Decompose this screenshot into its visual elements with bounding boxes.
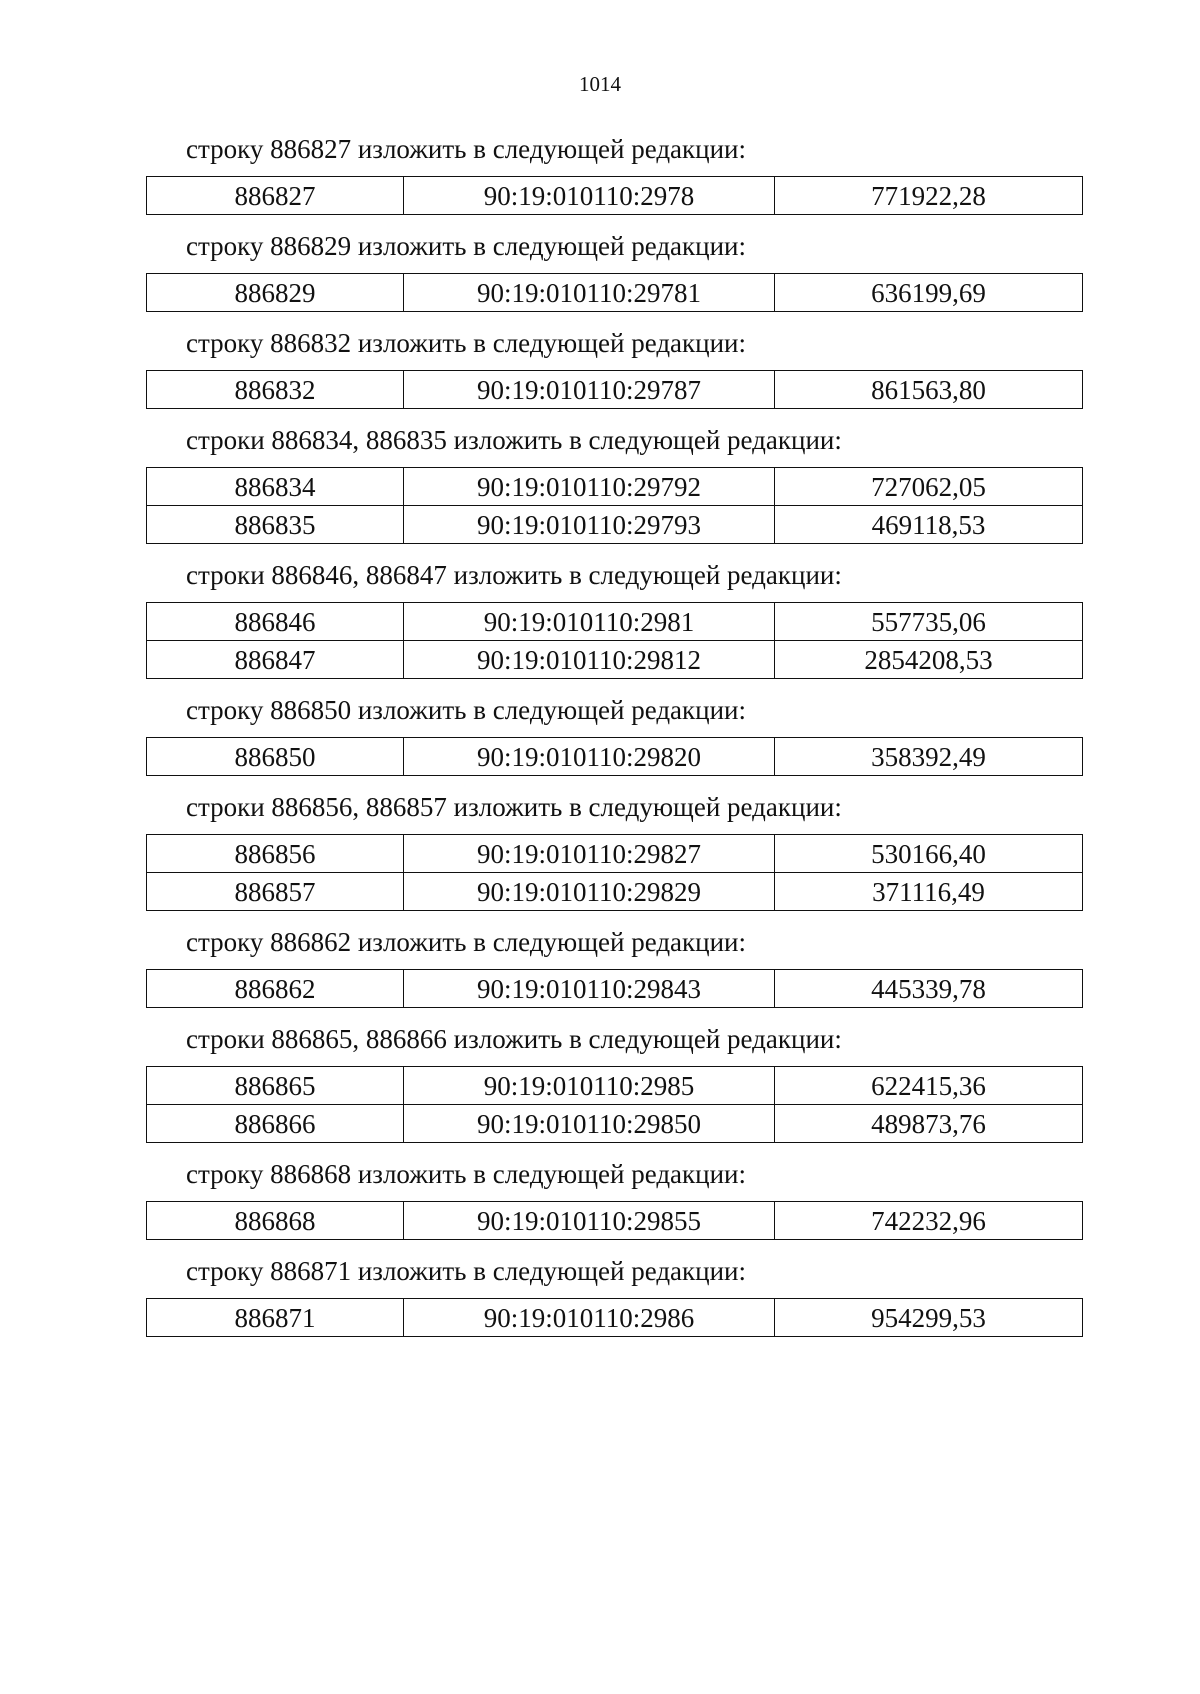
amendment-table: [146, 834, 1083, 911]
amendment-table: [146, 370, 1083, 409]
row-id-cell: 886832: [147, 371, 404, 409]
row-id-cell: 886835: [147, 506, 404, 544]
cadastral-number-cell: 90:19:010110:29787: [404, 371, 775, 409]
amendment-table: [146, 969, 1083, 1008]
row-id-cell: 886847: [147, 641, 404, 679]
cadastral-number-cell: 90:19:010110:29820: [404, 738, 775, 776]
cadastral-number-cell: 90:19:010110:29843: [404, 970, 775, 1008]
table-row: [147, 873, 1083, 911]
section-heading: строку 886868 изложить в следующей редакции:: [186, 1159, 747, 1189]
table-row: [147, 738, 1083, 776]
amendment-table: [146, 273, 1083, 312]
cadastral-number-cell: 90:19:010110:29793: [404, 506, 775, 544]
table-row: [147, 177, 1083, 215]
row-id-cell: 886862: [147, 970, 404, 1008]
table-row: [147, 1067, 1083, 1105]
value-cell: 2854208,53: [775, 641, 1083, 679]
row-id-cell: 886846: [147, 603, 404, 641]
cadastral-number-cell: 90:19:010110:29850: [404, 1105, 775, 1143]
value-cell: 557735,06: [775, 603, 1083, 641]
cadastral-number-cell: 90:19:010110:29855: [404, 1202, 775, 1240]
cadastral-number-cell: 90:19:010110:2986: [404, 1299, 775, 1337]
value-cell: 469118,53: [775, 506, 1083, 544]
table-row: [147, 1105, 1083, 1143]
section-heading: строку 886829 изложить в следующей редакции:: [186, 231, 747, 261]
table-row: [147, 603, 1083, 641]
row-id-cell: 886865: [147, 1067, 404, 1105]
row-id-cell: 886850: [147, 738, 404, 776]
section-heading: строку 886850 изложить в следующей редакции:: [186, 695, 747, 725]
amendment-table: [146, 467, 1083, 544]
table-row: [147, 1202, 1083, 1240]
row-id-cell: 886868: [147, 1202, 404, 1240]
amendment-table: [146, 1298, 1083, 1337]
value-cell: 358392,49: [775, 738, 1083, 776]
cadastral-number-cell: 90:19:010110:29781: [404, 274, 775, 312]
table-row: [147, 835, 1083, 873]
table-row: [147, 970, 1083, 1008]
cadastral-number-cell: 90:19:010110:2981: [404, 603, 775, 641]
value-cell: 771922,28: [775, 177, 1083, 215]
cadastral-number-cell: 90:19:010110:29829: [404, 873, 775, 911]
section-heading: строку 886862 изложить в следующей редакции:: [186, 927, 747, 957]
amendment-table: [146, 1066, 1083, 1143]
value-cell: 530166,40: [775, 835, 1083, 873]
table-row: [147, 1299, 1083, 1337]
cadastral-number-cell: 90:19:010110:29827: [404, 835, 775, 873]
value-cell: 727062,05: [775, 468, 1083, 506]
value-cell: 742232,96: [775, 1202, 1083, 1240]
row-id-cell: 886856: [147, 835, 404, 873]
table-row: [147, 641, 1083, 679]
amendment-table: [146, 602, 1083, 679]
section-heading: строки 886846, 886847 изложить в следующей редакции:: [186, 560, 842, 590]
value-cell: 445339,78: [775, 970, 1083, 1008]
cadastral-number-cell: 90:19:010110:2978: [404, 177, 775, 215]
value-cell: 636199,69: [775, 274, 1083, 312]
row-id-cell: 886866: [147, 1105, 404, 1143]
cadastral-number-cell: 90:19:010110:29792: [404, 468, 775, 506]
section-heading: строки 886834, 886835 изложить в следующей редакции:: [186, 425, 842, 455]
cadastral-number-cell: 90:19:010110:2985: [404, 1067, 775, 1105]
value-cell: 489873,76: [775, 1105, 1083, 1143]
section-heading: строку 886871 изложить в следующей редакции:: [186, 1256, 747, 1286]
row-id-cell: 886871: [147, 1299, 404, 1337]
value-cell: 622415,36: [775, 1067, 1083, 1105]
value-cell: 861563,80: [775, 371, 1083, 409]
row-id-cell: 886834: [147, 468, 404, 506]
table-row: [147, 506, 1083, 544]
row-id-cell: 886857: [147, 873, 404, 911]
page-number: 1014: [579, 72, 621, 96]
amendment-table: [146, 737, 1083, 776]
section-heading: строку 886827 изложить в следующей редакции:: [186, 134, 747, 164]
table-row: [147, 371, 1083, 409]
row-id-cell: 886829: [147, 274, 404, 312]
amendment-table: [146, 176, 1083, 215]
value-cell: 954299,53: [775, 1299, 1083, 1337]
section-heading: строки 886856, 886857 изложить в следующей редакции:: [186, 792, 842, 822]
table-row: [147, 274, 1083, 312]
section-heading: строку 886832 изложить в следующей редакции:: [186, 328, 747, 358]
row-id-cell: 886827: [147, 177, 404, 215]
section-heading: строки 886865, 886866 изложить в следующей редакции:: [186, 1024, 842, 1054]
table-row: [147, 468, 1083, 506]
document-body: [146, 132, 1082, 1351]
cadastral-number-cell: 90:19:010110:29812: [404, 641, 775, 679]
value-cell: 371116,49: [775, 873, 1083, 911]
amendment-table: [146, 1201, 1083, 1240]
